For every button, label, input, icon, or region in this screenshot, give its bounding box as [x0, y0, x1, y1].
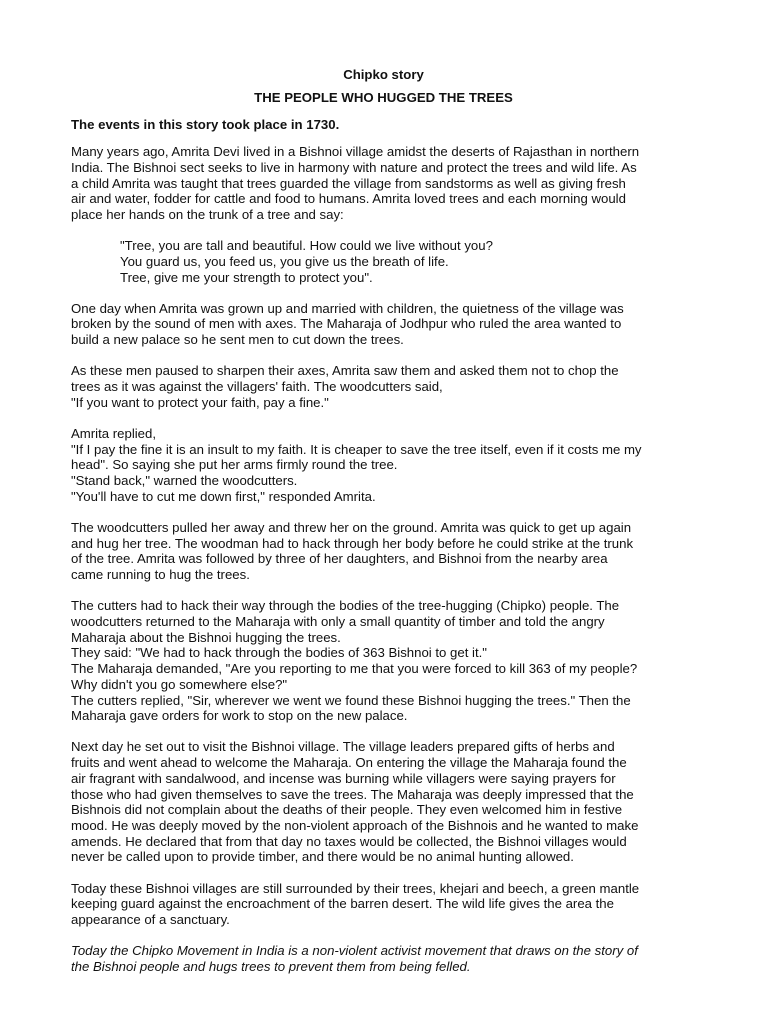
text-line: keeping guard against the encroachment of the barren desert. The wild life gives the area the [71, 896, 614, 912]
text-line: India. The Bishnoi sect seeks to live in harmony with nature and protect the trees and wild life. As [71, 159, 637, 175]
text-line: place her hands on the trunk of a tree and say: [71, 206, 344, 222]
paragraph-1 [71, 144, 696, 223]
text-line: Next day he set out to visit the Bishnoi village. The village leaders prepared gifts of herbs and [71, 739, 615, 755]
text-line: "Stand back," warned the woodcutters. [71, 473, 298, 489]
text-line: amends. He declared that from that day no taxes would be collected, the Bishnoi villages would [71, 833, 627, 849]
text-line: those who had given themselves to save the trees. The Maharaja was deeply impressed that the [71, 786, 634, 802]
text-line: Bishnois did not complain about the deaths of their people. They even welcomed him in festive [71, 802, 623, 818]
text-line: The woodcutters pulled her away and threw her on the ground. Amrita was quick to get up again [71, 519, 632, 535]
text-line: The cutters replied, "Sir, wherever we went we found these Bishnoi hugging the trees." Then the [71, 692, 631, 708]
prayer-line: You guard us, you feed us, you give us the breath of life. [120, 253, 449, 269]
closing-note [71, 943, 696, 974]
text-line: Maharaja gave orders for work to stop on the new palace. [71, 708, 408, 724]
document-subtitle: THE PEOPLE WHO HUGGED THE TREES [254, 89, 513, 105]
text-line: the Bishnoi people and hugs trees to prevent them from being felled. [71, 958, 471, 974]
text-line: The Maharaja demanded, "Are you reporting to me that you were forced to kill 363 of my people? [71, 661, 638, 677]
text-line: head". So saying she put her arms firmly round the tree. [71, 457, 398, 473]
text-line: broken by the sound of men with axes. The Maharaja of Jodhpur who ruled the area wanted to [71, 316, 622, 332]
text-line: trees as it was against the villagers' faith. The woodcutters said, [71, 379, 443, 395]
text-line: Today the Chipko Movement in India is a non-violent activist movement that draws on the story of [71, 943, 638, 959]
text-line: As these men paused to sharpen their axes, Amrita saw them and asked them not to chop the [71, 363, 619, 379]
paragraph-3 [71, 363, 696, 410]
text-line: a child Amrita was taught that trees guarded the village from sandstorms as well as giving fresh [71, 175, 626, 191]
prayer-line: Tree, give me your strength to protect you". [120, 269, 373, 285]
text-line: Amrita replied, [71, 425, 157, 441]
document-title: Chipko story [343, 67, 424, 82]
text-line: mood. He was deeply moved by the non-violent approach of the Bishnois and he wanted to make [71, 817, 639, 833]
text-line: of the tree. Amrita was followed by three of her daughters, and Bishnoi from the nearby area [71, 551, 608, 567]
quoted-prayer [71, 238, 696, 285]
paragraph-7 [71, 739, 696, 865]
text-line: "If I pay the fine it is an insult to my faith. It is cheaper to save the tree itself, even if it costs me my [71, 441, 642, 457]
text-line: build a new palace so he sent men to cut down the trees. [71, 332, 404, 348]
text-line: woodcutters returned to the Maharaja with only a small quantity of timber and told the angry [71, 613, 605, 629]
text-line: appearance of a sanctuary. [71, 911, 230, 927]
text-line: The cutters had to hack their way through the bodies of the tree-hugging (Chipko) people. The [71, 598, 620, 614]
text-line: air and water, fodder for cattle and food to humans. Amrita loved trees and each morning would [71, 191, 626, 207]
text-line: Maharaja about the Bishnoi hugging the trees. [71, 629, 341, 645]
intro-line: The events in this story took place in 1730. [71, 117, 340, 133]
paragraph-8 [71, 881, 696, 928]
paragraph-5 [71, 520, 696, 583]
text-line: They said: "We had to hack through the bodies of 363 Bishnoi to get it." [71, 645, 487, 661]
prayer-line: "Tree, you are tall and beautiful. How could we live without you? [120, 238, 493, 254]
text-line: and hug her tree. The woodman had to hack through her body before he could strike at the trunk [71, 535, 634, 551]
text-line: came running to hug the trees. [71, 567, 250, 583]
paragraph-6 [71, 598, 696, 724]
text-line: fruits and went ahead to welcome the Maharaja. On entering the village the Maharaja found the [71, 755, 627, 771]
text-line: "You'll have to cut me down first," responded Amrita. [71, 488, 376, 504]
document-page [71, 67, 696, 975]
text-line: air fragrant with sandalwood, and incense was burning while villagers were saying prayers for [71, 770, 616, 786]
text-line: never be called upon to provide timber, and there would be no animal hunting allowed. [71, 849, 574, 865]
paragraph-4 [71, 426, 696, 505]
text-line: "If you want to protect your faith, pay a fine." [71, 394, 329, 410]
text-line: Why didn't you go somewhere else?" [71, 676, 288, 692]
text-line: Many years ago, Amrita Devi lived in a Bishnoi village amidst the deserts of Rajasthan in northern [71, 144, 640, 160]
text-line: One day when Amrita was grown up and married with children, the quietness of the village was [71, 300, 624, 316]
text-line: Today these Bishnoi villages are still surrounded by their trees, khejari and beech, a green mantle [71, 880, 640, 896]
paragraph-2 [71, 301, 696, 348]
